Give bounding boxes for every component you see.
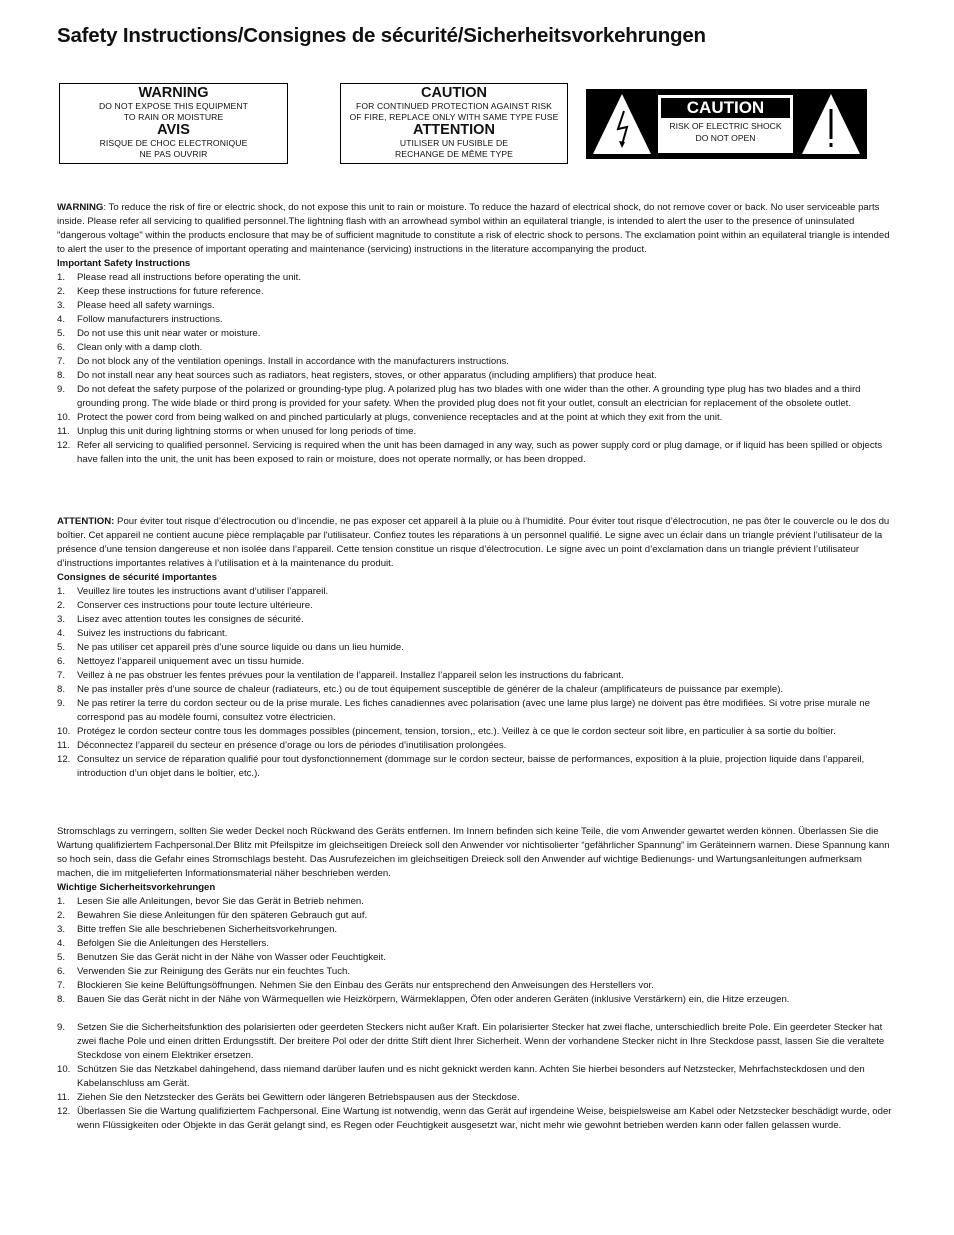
list-item (57, 341, 897, 355)
list-item (57, 909, 897, 923)
shock-heading: CAUTION (661, 98, 790, 118)
list-item-number: 5. (57, 952, 66, 963)
french-intro-text: Pour éviter tout risque d’électrocution ou d’incendie, ne pas exposer cet appareil à la pluie ou à l’humidité. Pour éviter tout risque d’électrocution, ne pas ôter le couvercle ou le dos du boîtier. Cet appareil ne contient aucune pièce remplaçable par l'utilisateur. Confiez toutes les réparations à un personnel qualifié. Le signe avec un éclair dans un triangle prévient l’utilisateur de la présence d’une tension dangereuse et non isolée dans l’appareil. Cette tension constitue un risque d’électrocution. Le signe avec un point d’exclamation dans un triangle prévient l’utilisateur d’instructions importantes relatives à l’utilisation et à la maintenance du produit. (57, 516, 890, 569)
list-item-text: Do not block any of the ventilation openings. Install in accordance with the manufacturers instructions. (77, 356, 509, 367)
list-item-number: 4. (57, 628, 66, 639)
list-item (57, 923, 897, 937)
list-item-text: Befolgen Sie die Anleitungen des Herstellers. (77, 938, 269, 949)
list-item-number: 7. (57, 670, 66, 681)
list-item-number: 11. (57, 740, 70, 751)
list-item (57, 739, 897, 753)
list-item-number: 9. (57, 384, 66, 395)
list-item-number: 10. (57, 412, 71, 423)
english-intro (57, 201, 897, 257)
list-item-number: 3. (57, 924, 66, 935)
list-item (57, 641, 897, 655)
shock-text-panel (658, 95, 793, 153)
list-item-text: Clean only with a damp cloth. (77, 342, 203, 353)
french-lead: ATTENTION: (57, 516, 115, 527)
list-item (57, 697, 897, 725)
list-item-number: 3. (57, 614, 66, 625)
list-item-number: 2. (57, 600, 66, 611)
english-section (57, 201, 897, 467)
list-item (57, 627, 897, 641)
list-item-number: 6. (57, 342, 66, 353)
shock-line: DO NOT OPEN (695, 133, 756, 143)
english-lead: WARNING (57, 202, 104, 213)
list-item-number: 10. (57, 1064, 71, 1075)
list-item-text: Protégez le cordon secteur contre tous les dommages possibles (pincement, tension, torsion,, etc.). Veillez à ce que le cordon secteur soit libre, en particulier à sa sortie du boîtier. (77, 726, 836, 737)
french-list (57, 585, 897, 781)
list-item-text: Unplug this unit during lightning storms or when unused for long periods of time. (77, 426, 417, 437)
list-item (57, 355, 897, 369)
list-item (57, 369, 897, 383)
german-heading: Wichtige Sicherheitsvorkehrungen (57, 882, 216, 893)
list-item (57, 1105, 897, 1133)
list-item-text: Nettoyez l’appareil uniquement avec un tissu humide. (77, 656, 305, 667)
caution-heading: CAUTION (420, 85, 488, 101)
list-item-text: Ne pas utiliser cet appareil près d’une source liquide ou dans un lieu humide. (77, 642, 404, 653)
list-item-text: Refer all servicing to qualified personnel. Servicing is required when the unit has been damaged in any way, such as power supply cord or plug damage, or if liquid has been spilled or objects have fallen into the unit, the unit has been exposed to rain or moisture, does not operate normally, or has been dropped. (77, 440, 883, 465)
list-item (57, 439, 897, 467)
german-intro: Stromschlags zu verringern, sollten Sie weder Deckel noch Rückwand des Geräts entfernen. Im Innern befinden sich keine Teile, die vom Anwender gewartet werden können. Überlassen Sie die Wartung qualifiziertem Fachpersonal.Der Blitz mit Pfeilspitze im gleichseitigen Dreieck soll den Anwender vor nichtisolierter “gefährlicher Spannung” im Geräteinnern warnen. Diese Spannung kann so hoch sein, dass die Gefahr eines Stromschlags besteht. Das Ausrufezeichen im gleichseitigen Dreieck soll den Anwender auf wichtige Bedienungs- und Wartungsanleitungen aufmerksam machen, die im mitgelieferten Informationsmaterial näher beschrieben werden. (57, 826, 890, 879)
list-item (57, 895, 897, 909)
list-item-text: Do not defeat the safety purpose of the polarized or grounding-type plug. A polarized plug has two blades with one wider than the other. A grounding type plug has two blades and a third grounding prong. The wide blade or third prong is provided for your safety. When the provided plug does not fit your outlet, consult an electrician for replacement of the obsolete outlet. (77, 384, 861, 409)
list-item (57, 669, 897, 683)
page-title: Safety Instructions/Consignes de sécurité/Sicherheitsvorkehrungen (57, 24, 706, 47)
french-heading: Consignes de sécurité importantes (57, 572, 217, 583)
list-item-text: Do not use this unit near water or moisture. (77, 328, 261, 339)
list-item (57, 425, 897, 439)
list-item-number: 8. (57, 684, 66, 695)
list-item (57, 613, 897, 627)
list-item-text: Keep these instructions for future reference. (77, 286, 264, 297)
list-item-number: 12. (57, 754, 71, 765)
list-item-number: 5. (57, 328, 66, 339)
lightning-triangle-icon (590, 91, 654, 157)
list-item-text: Verwenden Sie zur Reinigung des Geräts nur ein feuchtes Tuch. (77, 966, 351, 977)
list-item (57, 937, 897, 951)
list-item-number: 1. (57, 272, 66, 283)
caution-line: OF FIRE, REPLACE ONLY WITH SAME TYPE FUSE (349, 112, 559, 122)
list-item-text: Veillez à ne pas obstruer les fentes prévues pour la ventilation de l’appareil. Installez l’appareil selon les instructions du fabricant. (77, 670, 624, 681)
electric-shock-label (586, 89, 867, 159)
list-item-text: Bewahren Sie diese Anleitungen für den späteren Gebrauch gut auf. (77, 910, 368, 921)
attention-line: UTILISER UN FUSIBLE DE (399, 138, 509, 148)
list-item-number: 5. (57, 642, 66, 653)
list-item-number: 11. (57, 426, 70, 437)
exclamation-triangle-icon (799, 91, 863, 157)
list-item (57, 753, 897, 781)
list-item-text: Bauen Sie das Gerät nicht in der Nähe von Wärmequellen wie Heizkörpern, Wärmeklappen, Öfen oder anderen Geräten (inklusive Verstärkern) ein, die Hitze erzeugen. (77, 994, 790, 1005)
list-item (57, 383, 897, 411)
caution-label (340, 83, 568, 164)
english-list (57, 271, 897, 467)
warning-line: DO NOT EXPOSE THIS EQUIPMENT (98, 101, 249, 111)
list-item-text: Lisez avec attention toutes les consignes de sécurité. (77, 614, 304, 625)
english-heading: Important Safety Instructions (57, 258, 191, 269)
list-item (57, 725, 897, 739)
list-item-number: 1. (57, 896, 66, 907)
attention-line: RECHANGE DE MÊME TYPE (395, 149, 513, 159)
list-item (57, 313, 897, 327)
list-item-text: Déconnectez l’appareil du secteur en présence d’orage ou lors de périodes d’inutilisation prolongées. (77, 740, 507, 751)
list-item (57, 599, 897, 613)
list-item-number: 9. (57, 1022, 66, 1033)
list-item-text: Ne pas retirer la terre du cordon secteur ou de la prise murale. Les fiches canadiennes avec polarisation (avec une lame plus large) ne doivent pas être modifiées. Si votre prise murale ne correspond pas au modèle fourni, consultez votre électricien. (77, 698, 870, 723)
list-item-number: 6. (57, 966, 66, 977)
list-item-number: 6. (57, 656, 66, 667)
list-item-number: 8. (57, 370, 66, 381)
list-item-text: Follow manufacturers instructions. (77, 314, 223, 325)
list-item-text: Protect the power cord from being walked on and pinched particularly at plugs, convenience receptacles and at the point at which they exit from the unit. (77, 412, 723, 423)
french-intro (57, 515, 897, 571)
list-item-number: 11. (57, 1092, 70, 1103)
list-item (57, 285, 897, 299)
list-item (57, 951, 897, 965)
list-item (57, 271, 897, 285)
shock-line: RISK OF ELECTRIC SHOCK (669, 121, 782, 131)
german-section (57, 825, 897, 1133)
list-item-number: 1. (57, 586, 66, 597)
warning-label (59, 83, 288, 164)
list-item-number: 2. (57, 286, 66, 297)
list-item (57, 1091, 897, 1105)
warning-line: TO RAIN OR MOISTURE (123, 112, 224, 122)
list-item (57, 655, 897, 669)
english-intro-text: : To reduce the risk of fire or electric shock, do not expose this unit to rain or moisture. To reduce the hazard of electrical shock, do not remove cover or back. No user serviceable parts inside. Please refer all servicing to qualified personnel.The lightning flash with an arrowhead symbol within an equilateral triangle, is intended to alert the user to the presence of uninsulated "dangerous voltage" within the products enclosure that may be of sufficient magnitude to constitute a risk of electric shock to persons. The exclamation point within an equilateral triangle is intended to alert the user to the presence of important operating and maintenance (servicing) instructions in the literature accompanying the product. (57, 202, 890, 255)
list-item-text: Benutzen Sie das Gerät nicht in der Nähe von Wasser oder Feuchtigkeit. (77, 952, 386, 963)
list-item-number: 4. (57, 938, 66, 949)
list-item (57, 411, 897, 425)
list-item-text: Schützen Sie das Netzkabel dahingehend, dass niemand darüber laufen und es nicht geknickt werden kann. Achten Sie hierbei besonders auf Netzstecker, Mehrfachsteckdosen und den Kabelanschluss am Gerät. (77, 1064, 865, 1089)
list-item-number: 4. (57, 314, 66, 325)
list-item-text: Conserver ces instructions pour toute lecture ultérieure. (77, 600, 313, 611)
list-item-text: Please read all instructions before operating the unit. (77, 272, 301, 283)
attention-heading: ATTENTION (413, 122, 495, 138)
list-item-text: Überlassen Sie die Wartung qualifiziertem Fachpersonal. Eine Wartung ist notwendig, wenn das Gerät auf irgendeine Weise, beispielsweise am Kabel oder Netzstecker beschädigt wurde, oder wenn Flüssigkeiten oder Objekte in das Gerät gelangt sind, es Regen oder Feuchtigkeit ausgesetzt war, nicht mehr wie gewohnt betrieben werden kann oder fallen gelassen wurde. (77, 1106, 892, 1131)
list-item-text: Suivez les instructions du fabricant. (77, 628, 228, 639)
list-item-text: Veuillez lire toutes les instructions avant d’utiliser l’appareil. (77, 586, 329, 597)
list-item-number: 9. (57, 698, 66, 709)
caution-line: FOR CONTINUED PROTECTION AGAINST RISK (356, 101, 552, 111)
list-item-text: Please heed all safety warnings. (77, 300, 215, 311)
list-item-text: Consultez un service de réparation qualifié pour tout dysfonctionnement (dommage sur le cordon secteur, baisse de performances, exposition à la pluie, projection liquide dans l’appareil, introduction d’un objet dans le boîtier, etc.). (77, 754, 865, 779)
list-spacer (57, 1007, 897, 1021)
list-item (57, 327, 897, 341)
german-list (57, 895, 897, 1133)
french-section (57, 515, 897, 781)
list-item-number: 10. (57, 726, 71, 737)
avis-line: NE PAS OUVRIR (139, 149, 208, 159)
list-item-text: Setzen Sie die Sicherheitsfunktion des polarisierten oder geerdeten Steckers nicht außer Kraft. Ein polarisierter Stecker hat zwei flache, unterschiedlich breite Pole. Ein geerdeter Stecker hat zwei flache Pole und einen dritten Erdungsstift. Der breitere Pol oder der dritte Stift dient Ihrer Sicherheit. Wenn der vorhandene Stecker nicht in Ihre Steckdose passt, lassen Sie die veraltete Steckdose von einem Elektriker ersetzen. (77, 1022, 885, 1061)
warning-heading: WARNING (138, 85, 209, 101)
list-item (57, 299, 897, 313)
list-item (57, 993, 897, 1007)
avis-line: RISQUE DE CHOC ELECTRONIQUE (99, 138, 248, 148)
list-item-number: 3. (57, 300, 66, 311)
list-item-number: 12. (57, 440, 71, 451)
list-item-text: Ziehen Sie den Netzstecker des Geräts bei Gewittern oder längeren Betriebspausen aus der Steckdose. (77, 1092, 520, 1103)
list-item (57, 585, 897, 599)
list-item-number: 7. (57, 356, 66, 367)
list-item-number: 2. (57, 910, 66, 921)
list-item-text: Lesen Sie alle Anleitungen, bevor Sie das Gerät in Betrieb nehmen. (77, 896, 364, 907)
list-item-text: Bitte treffen Sie alle beschriebenen Sicherheitsvorkehrungen. (77, 924, 338, 935)
list-item (57, 1021, 897, 1063)
avis-heading: AVIS (157, 122, 190, 138)
list-item-text: Blockieren Sie keine Belüftungsöffnungen. Nehmen Sie den Einbau des Geräts nur entsprechend den Anweisungen des Herstellers vor. (77, 980, 654, 991)
list-item (57, 979, 897, 993)
list-item (57, 683, 897, 697)
list-item-number: 7. (57, 980, 66, 991)
list-item (57, 965, 897, 979)
list-item-number: 8. (57, 994, 66, 1005)
list-item-number: 12. (57, 1106, 71, 1117)
list-item-text: Do not install near any heat sources such as radiators, heat registers, stoves, or other apparatus (including amplifiers) that produce heat. (77, 370, 657, 381)
list-item (57, 1063, 897, 1091)
list-item-text: Ne pas installer près d’une source de chaleur (radiateurs, etc.) ou de tout équipement susceptible de générer de la chaleur (amplificateurs de puissance par exemple). (77, 684, 784, 695)
